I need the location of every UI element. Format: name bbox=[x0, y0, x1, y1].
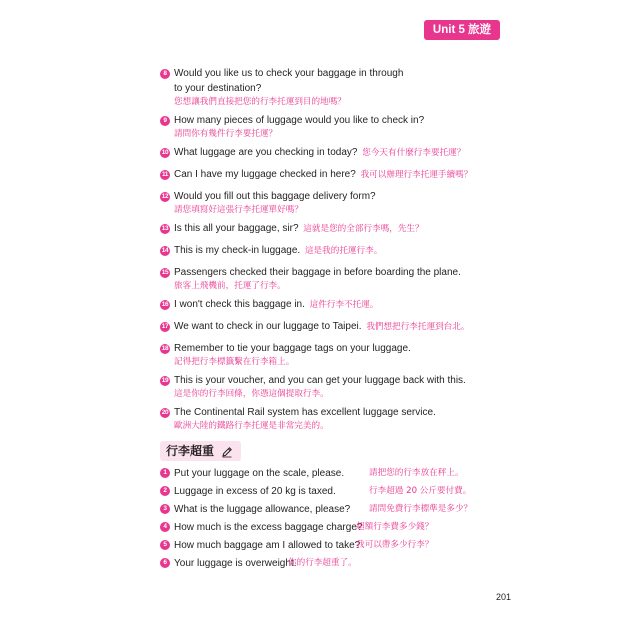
page-number: 201 bbox=[496, 592, 512, 602]
entry-number-badge: 9 bbox=[160, 116, 170, 126]
phrase-entry bbox=[160, 145, 520, 160]
phrase-entry bbox=[160, 189, 520, 217]
chinese-translation: 行李超過 20 公斤要付費。 bbox=[369, 486, 472, 496]
phrase-entry bbox=[160, 373, 520, 401]
chinese-translation: 您今天有什麼行李要托運？ bbox=[362, 147, 466, 157]
english-sentence: Remember to tie your baggage tags on your luggage. bbox=[174, 343, 411, 354]
phrase-entry bbox=[160, 167, 520, 182]
english-sentence: What is the luggage allowance, please? bbox=[174, 504, 351, 515]
english-sentence: What luggage are you checking in today? bbox=[174, 147, 358, 158]
phrase-entry bbox=[160, 66, 520, 109]
english-sentence: Is this all your baggage, sir? bbox=[174, 223, 299, 234]
entry-number-badge: 10 bbox=[161, 149, 169, 156]
entry-number-badge: 19 bbox=[161, 377, 169, 384]
entry-number-badge: 3 bbox=[160, 504, 170, 514]
chinese-translation: 這是你的行李回條，你憑這個提取行李。 bbox=[174, 389, 329, 399]
entry-number-badge: 15 bbox=[161, 269, 169, 276]
entry-number-badge: 17 bbox=[161, 323, 169, 330]
chinese-translation: 旅客上飛機前，托運了行李。 bbox=[174, 281, 286, 291]
phrase-entry bbox=[160, 341, 520, 369]
chinese-translation: 我們想把行李托運到台北。 bbox=[366, 321, 470, 331]
chinese-translation: 請您填寫好這張行李托運單好嗎？ bbox=[174, 205, 303, 215]
chinese-translation: 請問你有幾件行李要托運？ bbox=[174, 129, 278, 139]
phrase-entry bbox=[160, 537, 520, 555]
english-sentence: Luggage in excess of 20 kg is taxed. bbox=[174, 486, 336, 497]
english-sentence: This is your voucher, and you can get your luggage back with this. bbox=[174, 375, 466, 386]
entry-number-badge: 8 bbox=[160, 69, 170, 79]
entry-number-badge: 2 bbox=[160, 486, 170, 496]
english-sentence: Passengers checked their baggage in before boarding the plane. bbox=[174, 267, 461, 278]
entry-number-badge: 16 bbox=[161, 301, 169, 308]
phrase-list bbox=[160, 66, 520, 437]
overweight-phrase-list bbox=[160, 465, 520, 573]
english-sentence-continued: to your destination? bbox=[174, 83, 262, 94]
phrase-entry bbox=[160, 465, 520, 483]
chinese-translation: 您想讓我們直接把您的行李托運到目的地嗎？ bbox=[174, 97, 346, 107]
english-sentence: This is my check-in luggage. bbox=[174, 245, 301, 256]
english-sentence: Would you fill out this baggage delivery form? bbox=[174, 191, 376, 202]
entry-number-badge: 4 bbox=[160, 522, 170, 532]
phrase-entry bbox=[160, 265, 520, 293]
chinese-translation: 歐洲大陸的鐵路行李托運是非常完美的。 bbox=[174, 421, 329, 431]
chinese-translation: 這就是您的全部行李嗎，先生？ bbox=[303, 223, 424, 233]
english-sentence: I won't check this baggage in. bbox=[174, 299, 305, 310]
english-sentence: We want to check in our luggage to Taipei. bbox=[174, 321, 362, 332]
english-sentence: The Continental Rail system has excellent luggage service. bbox=[174, 407, 436, 418]
english-sentence: Would you like us to check your baggage in through bbox=[174, 68, 404, 79]
english-sentence: How much is the excess baggage charge? bbox=[174, 522, 363, 533]
phrase-entry bbox=[160, 519, 520, 537]
phrase-entry bbox=[160, 113, 520, 141]
section-heading bbox=[160, 440, 241, 460]
chinese-translation: 請把您的行李放在秤上。 bbox=[369, 468, 464, 478]
section-heading-box bbox=[160, 441, 241, 461]
unit-header-tab: Unit 5 旅遊 bbox=[424, 20, 500, 40]
english-sentence: How much baggage am I allowed to take? bbox=[174, 540, 361, 551]
entry-number-badge: 14 bbox=[161, 247, 169, 254]
entry-number-badge: 12 bbox=[161, 193, 169, 200]
chinese-translation: 我可以辦理行李托運手續嗎？ bbox=[360, 169, 473, 179]
english-sentence: How many pieces of luggage would you like to check in? bbox=[174, 115, 425, 126]
chinese-translation: 請問免費行李標準是多少？ bbox=[369, 504, 473, 514]
phrase-entry bbox=[160, 243, 520, 258]
chinese-translation: 超額行李費多少錢？ bbox=[356, 522, 434, 532]
section-title: 行李超重 bbox=[166, 444, 215, 458]
entry-number-badge: 6 bbox=[160, 558, 170, 568]
phrase-entry bbox=[160, 501, 520, 519]
english-sentence: Can I have my luggage checked in here? bbox=[174, 169, 356, 180]
chinese-translation: 記得把行李標籤繫在行李箱上。 bbox=[174, 357, 295, 367]
english-sentence: Your luggage is overweight. bbox=[174, 558, 297, 569]
entry-number-badge: 20 bbox=[161, 409, 169, 416]
chinese-translation: 我可以帶多少行李？ bbox=[356, 540, 434, 550]
entry-number-badge: 13 bbox=[161, 225, 169, 232]
phrase-entry bbox=[160, 405, 520, 433]
phrase-entry bbox=[160, 319, 520, 334]
phrase-entry bbox=[160, 221, 520, 236]
pencil-icon bbox=[221, 446, 233, 458]
english-sentence: Put your luggage on the scale, please. bbox=[174, 468, 345, 479]
phrase-entry bbox=[160, 297, 520, 312]
chinese-translation: 這是我的托運行李。 bbox=[304, 245, 383, 255]
entry-number-badge: 18 bbox=[161, 345, 169, 352]
chinese-translation: 你的行李超重了。 bbox=[288, 558, 357, 568]
chinese-translation: 這件行李不托運。 bbox=[309, 299, 379, 309]
phrase-entry bbox=[160, 555, 520, 573]
entry-number-badge: 1 bbox=[160, 468, 170, 478]
entry-number-badge: 11 bbox=[161, 171, 169, 178]
phrase-entry bbox=[160, 483, 520, 501]
entry-number-badge: 5 bbox=[160, 540, 170, 550]
